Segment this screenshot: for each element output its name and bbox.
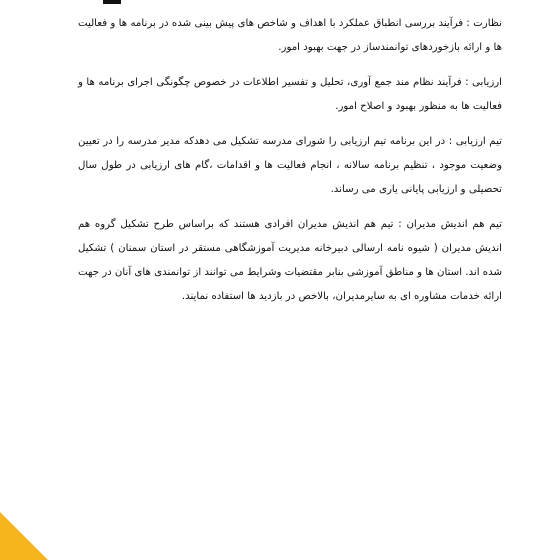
corner-decoration (0, 500, 60, 560)
document-body (78, 12, 502, 320)
paragraph-evaluation: ارزیابی : فرآیند نظام مند جمع آوری، تحلیل و تفسیر اطلاعات در خصوص چگونگی اجرای برنامه ها و فعالیت ها به منظور بهبود و اصلاح امور. (78, 77, 502, 112)
paragraph-evaluation-team: تیم ارزیابی : در این برنامه تیم ارزیابی را شورای مدرسه تشکیل می دهدکه مدیر مدرسه را در تعیین وضعیت موجود ، تنظیم برنامه سالانه ، انجام فعالیت ها و اقدامات ،گام های ارزیابی در طول سال تحصیلی و ارزیابی پایانی یاری می رساند. (78, 136, 502, 195)
paragraph-supervision: نظارت : فرآیند بررسی انطباق عملکرد با اهداف و شاخص های پیش بینی شده در برنامه ها و فعالیت ها و ارائه بازخوردهای توانمندساز در جهت بهبود امور. (78, 18, 502, 53)
paragraph-principals-team: تیم هم اندیش مدیران : تیم هم اندیش مدیران افرادی هستند که براساس طرح تشکیل گروه هم اندیش مدیران ( شیوه نامه ارسالی دبیرخانه مدیریت آموزشگاهی مستقر در استان سمنان ) تشکیل شده اند. استان ها و مناطق آموزشی بنابر مقتضیات وشرایط می توانند از توانمندی های آنان در جهت ارائه خدمات مشاوره ای به سایرمدیران، بالاخص در بازدید ها استفاده نمایند. (78, 219, 502, 302)
header-fragment (103, 0, 121, 4)
